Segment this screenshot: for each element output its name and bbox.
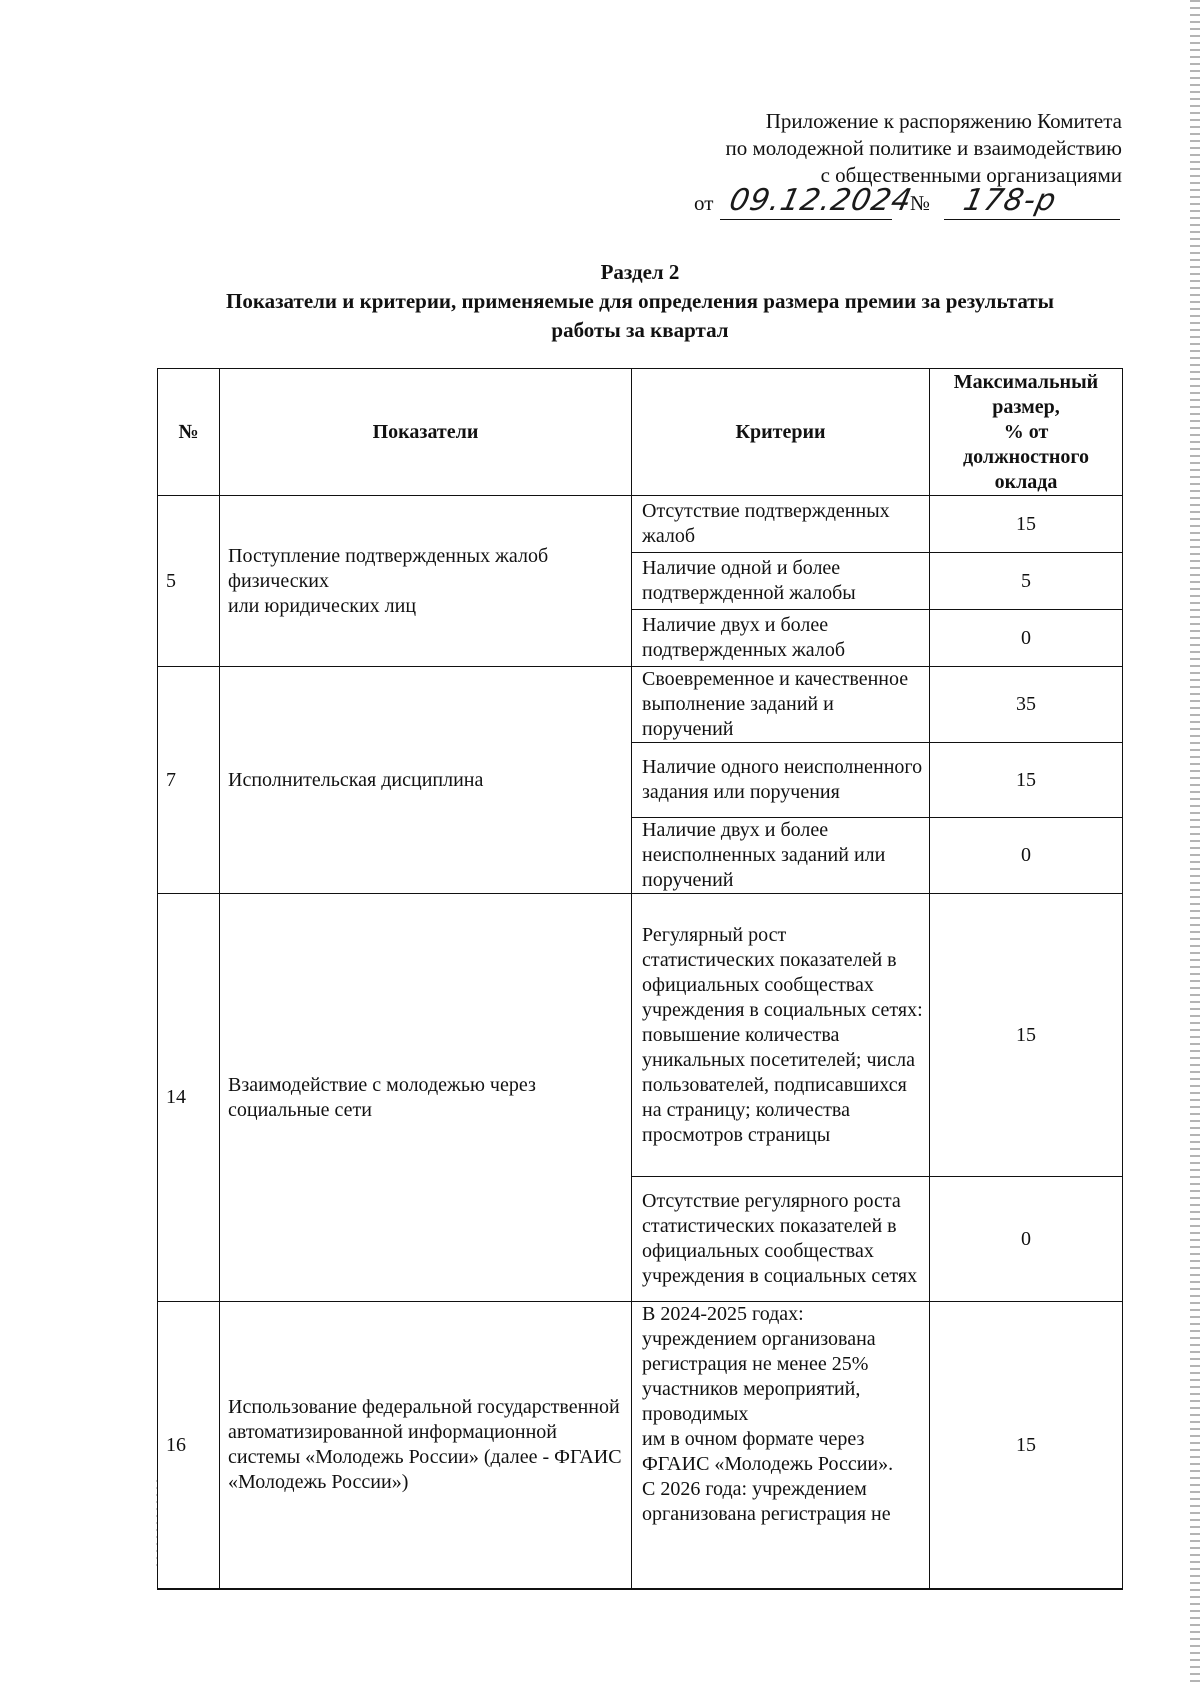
number-underline: [944, 219, 1120, 220]
date-label: от: [694, 191, 714, 215]
table-row: [158, 496, 1123, 553]
indicator-line: или юридических лиц: [228, 594, 417, 617]
scan-edge-artifact: [1190, 0, 1200, 1685]
criterion-line: С 2026 года: учреждением организована регистрация не: [642, 1478, 891, 1525]
table-row: [158, 667, 1123, 743]
indicator-line: Поступление подтвержденных жалоб: [228, 544, 549, 567]
indicator-cell: Взаимодействие с молодежью через социальные сети: [220, 894, 632, 1302]
value-cell: 15: [930, 1302, 1123, 1590]
header-indicators: Показатели: [220, 369, 632, 496]
value-cell: 0: [930, 610, 1123, 667]
section-number: Раздел 2: [600, 260, 680, 284]
row-number: 14: [158, 894, 220, 1302]
header-no: №: [158, 369, 220, 496]
criterion-cell: Наличие одной и более подтвержденной жалобы: [632, 553, 930, 610]
value-cell: 5: [930, 553, 1123, 610]
appendix-header-line: по молодежной политике и взаимодействию: [725, 136, 1122, 160]
header-max-line: размер,: [992, 395, 1060, 418]
section-heading-line: Показатели и критерии, применяемые для определения размера премии за результаты: [226, 289, 1054, 313]
section-title: [150, 258, 1130, 345]
date-underline: [720, 219, 892, 220]
criterion-cell: Отсутствие регулярного роста статистических показателей в официальных сообществах учреждения в социальных сетях: [632, 1177, 930, 1302]
criterion-line: В 2024-2025 годах: учреждением организована регистрация не менее 25% участников мероприятий, проводимых: [642, 1303, 876, 1425]
handwritten-date: 09.12.2024: [726, 183, 916, 218]
order-reference: [694, 184, 1124, 224]
criteria-table: [157, 368, 1123, 1590]
appendix-header: [600, 108, 1122, 189]
criterion-cell: Отсутствие подтвержденных жалоб: [632, 496, 930, 553]
value-cell: 35: [930, 667, 1123, 743]
value-cell: 15: [930, 496, 1123, 553]
handwritten-number: 178-р: [960, 183, 1060, 218]
criterion-cell: Регулярный рост статистических показателей в официальных сообществах учреждения в социальных сетях: повышение количества уникальных посетителей; числа пользователей, подписавшихся на страницу; количества просмотров страницы: [632, 894, 930, 1177]
value-cell: 0: [930, 1177, 1123, 1302]
criterion-cell: Наличие двух и более неисполненных заданий или поручений: [632, 818, 930, 894]
indicator-cell: Исполнительская дисциплина: [220, 667, 632, 894]
header-max-size: [930, 369, 1123, 496]
appendix-header-line: с общественными организациями: [820, 163, 1122, 187]
header-max-line: оклада: [994, 470, 1058, 493]
criterion-cell: Наличие двух и более подтвержденных жалоб: [632, 610, 930, 667]
value-cell: 0: [930, 818, 1123, 894]
header-max-line: Максимальный: [953, 370, 1099, 393]
table-row: [158, 1302, 1123, 1590]
criterion-cell: Наличие одного неисполненного задания или поручения: [632, 743, 930, 818]
criterion-cell: [632, 1302, 930, 1590]
table-header-row: [158, 369, 1123, 496]
indicator-cell: Использование федеральной государственной автоматизированной информационной системы «Молодежь России» (далее - ФГАИС «Молодежь России»): [220, 1302, 632, 1590]
row-number: 7: [158, 667, 220, 894]
criterion-cell: Своевременное и качественное выполнение заданий и поручений: [632, 667, 930, 743]
indicator-line: физических: [228, 569, 329, 592]
row-number: 16: [158, 1302, 220, 1590]
indicator-cell: [220, 496, 632, 667]
header-criteria: Критерии: [632, 369, 930, 496]
section-heading-line: работы за квартал: [551, 318, 729, 342]
row-number: 5: [158, 496, 220, 667]
header-max-line: должностного: [963, 445, 1089, 468]
header-max-line: % от: [1003, 420, 1049, 443]
table-row: [158, 894, 1123, 1177]
number-label: №: [910, 191, 931, 215]
value-cell: 15: [930, 894, 1123, 1177]
appendix-header-line: Приложение к распоряжению Комитета: [765, 109, 1122, 133]
value-cell: 15: [930, 743, 1123, 818]
criterion-line: им в очном формате через ФГАИС «Молодежь России».: [642, 1428, 894, 1475]
